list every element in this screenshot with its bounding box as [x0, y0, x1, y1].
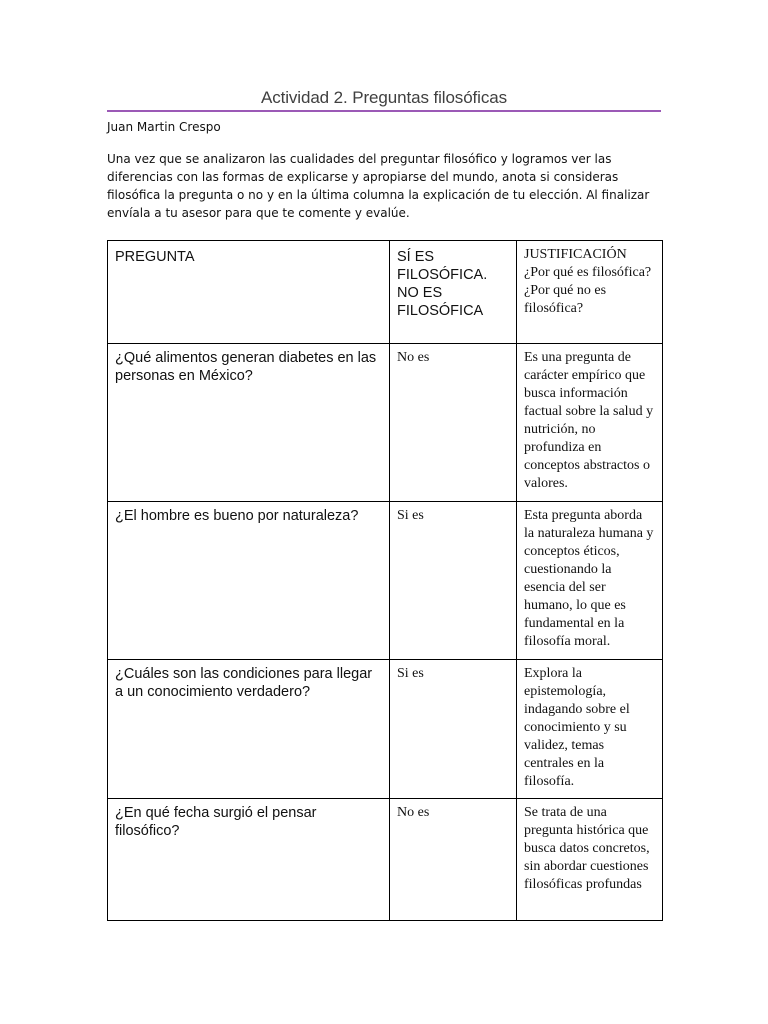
answer-cell: No es: [390, 799, 517, 921]
question-cell: ¿Cuáles son las condiciones para llegar a un conocimiento verdadero?: [108, 660, 390, 799]
question-cell: ¿Qué alimentos generan diabetes en las personas en México?: [108, 344, 390, 502]
answer-cell: Si es: [390, 502, 517, 660]
document-title: Actividad 2. Preguntas filosóficas: [107, 88, 661, 112]
table-row: [108, 344, 663, 502]
header-justification-title: JUSTIFICACIÓN: [524, 247, 627, 262]
justification-cell: Se trata de una pregunta histórica que busca datos concretos, sin abordar cuestiones filosóficas profundas: [517, 799, 663, 921]
answer-cell: Si es: [390, 660, 517, 799]
intro-paragraph: Una vez que se analizaron las cualidades del preguntar filosófico y logramos ver las diferencias con las formas de explicarse y apropiarse del mundo, anota si consideras filosófica la pregunta o no y en la última columna la explicación de tu elección. Al finalizar envíala a tu asesor para que te comente y evalúe.: [107, 152, 650, 220]
document-page: [107, 88, 661, 921]
questions-table: [107, 240, 663, 921]
table-row: [108, 502, 663, 660]
header-justification-why-no: ¿Por qué no es filosófica?: [524, 283, 607, 316]
justification-cell: Es una pregunta de carácter empírico que busca información factual sobre la salud y nutrición, no profundiza en conceptos abstractos o valores.: [517, 344, 663, 502]
header-question: PREGUNTA: [108, 241, 390, 344]
justification-cell: Explora la epistemología, indagando sobre el conocimiento y su validez, temas centrales en la filosofía.: [517, 660, 663, 799]
justification-cell: Esta pregunta aborda la naturaleza humana y conceptos éticos, cuestionando la esencia del ser humano, lo que es fundamental en la filosofía moral.: [517, 502, 663, 660]
header-answer-no: NO ES FILOSÓFICA: [397, 285, 484, 319]
question-cell: ¿El hombre es bueno por naturaleza?: [108, 502, 390, 660]
header-justification: [517, 241, 663, 344]
table-row: [108, 799, 663, 921]
header-answer-yes: SÍ ES FILOSÓFICA.: [397, 249, 488, 283]
table-header-row: [108, 241, 663, 344]
answer-cell: No es: [390, 344, 517, 502]
table-row: [108, 660, 663, 799]
header-justification-why-yes: ¿Por qué es filosófica?: [524, 265, 652, 280]
header-answer: [390, 241, 517, 344]
author-name: Juan Martin Crespo: [107, 120, 221, 134]
question-cell: ¿En qué fecha surgió el pensar filosófico?: [108, 799, 390, 921]
